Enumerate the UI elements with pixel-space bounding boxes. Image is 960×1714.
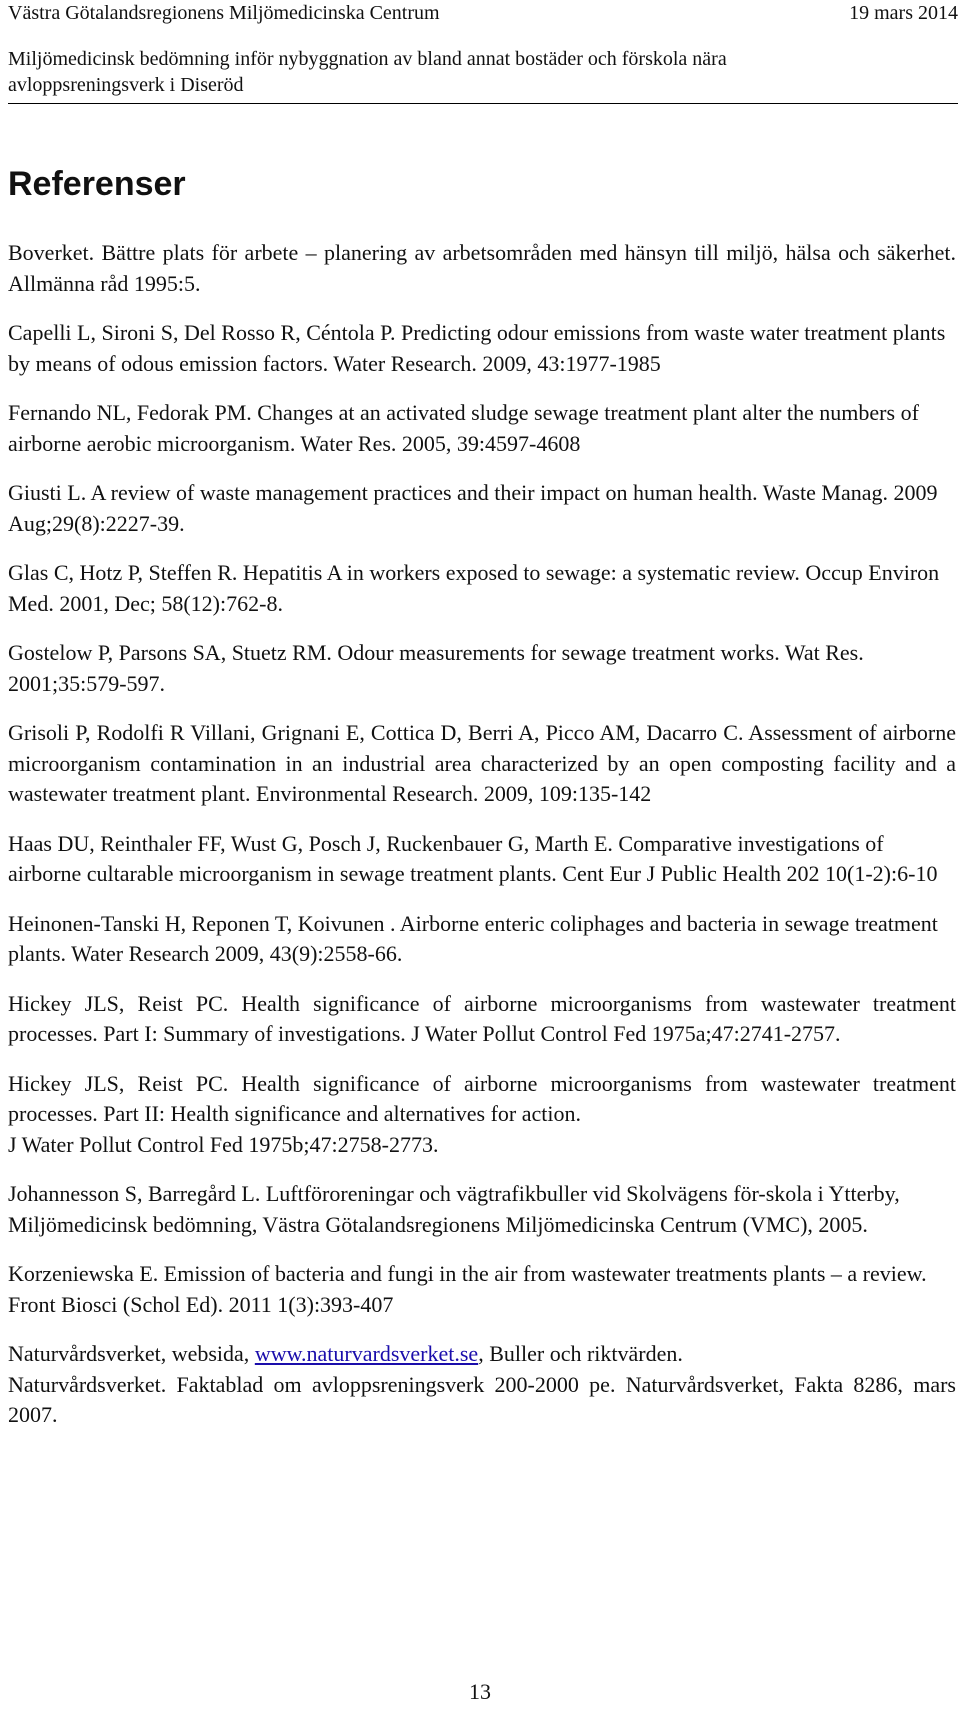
header-date: 19 mars 2014 [849, 2, 958, 24]
reference-item: Glas C, Hotz P, Steffen R. Hepatitis A in workers exposed to sewage: a systematic review. Occup Environ Med. 2001, Dec; 58(12):762-8. [8, 560, 940, 616]
reference-item: Fernando NL, Fedorak PM. Changes at an activated sludge sewage treatment plant alter the numbers of airborne aerobic microorganism. Water Res. 2005, 39:4597-4608 [8, 400, 919, 456]
reference-list [8, 238, 956, 1450]
reference-item-naturvardsverket [8, 1339, 956, 1370]
reference-item: Hickey JLS, Reist PC. Health significance of airborne microorganisms from wastewater treatment processes. Part II: Health significance and alternatives for action. [8, 1070, 956, 1126]
running-header [8, 0, 958, 26]
section-heading: Referenser [8, 165, 186, 203]
header-subtitle-line1: Miljömedicinsk bedömning inför nybyggnation av bland annat bostäder och förskola nära [8, 48, 727, 70]
reference-item: Hickey JLS, Reist PC. Health significance of airborne microorganisms from wastewater treatment processes. Part I: Summary of investigations. J Water Pollut Control Fed 1975a;47:2741-2757. [8, 990, 956, 1046]
header-organization: Västra Götalandsregionens Miljömedicinska Centrum [8, 2, 440, 24]
reference-text: Naturvårdsverket, websida, [8, 1341, 255, 1366]
header-subtitle [8, 46, 958, 98]
reference-text: , Buller och riktvärden. [478, 1341, 683, 1366]
reference-item: Boverket. Bättre plats för arbete – planering av arbetsområden med hänsyn till miljö, hälsa och säkerhet. Allmänna råd 1995:5. [8, 240, 956, 296]
reference-item: Naturvårdsverket. Faktablad om avloppsreningsverk 200-2000 pe. Naturvårdsverket, Fakta 8286, mars 2007. [8, 1371, 956, 1427]
reference-item: Grisoli P, Rodolfi R Villani, Grignani E, Cottica D, Berri A, Picco AM, Dacarro C. Assessment of airborne microorganism contamination in an industrial area characterized by an open composting facility and a wastewater treatment plant. Environmental Research. 2009, 109:135-142 [8, 720, 956, 806]
reference-item: Capelli L, Sironi S, Del Rosso R, Céntola P. Predicting odour emissions from waste water treatment plants by means of odous emission factors. Water Research. 2009, 43:1977-1985 [8, 320, 946, 376]
header-subtitle-line2: avloppsreningsverk i Diseröd [8, 74, 244, 96]
reference-item: Korzeniewska E. Emission of bacteria and fungi in the air from wastewater treatments plants – a review. Front Biosci (Schol Ed). 2011 1(3):393-407 [8, 1261, 927, 1317]
reference-item: J Water Pollut Control Fed 1975b;47:2758-2773. [8, 1131, 439, 1157]
page-number: 13 [469, 1679, 491, 1704]
reference-item: Johannesson S, Barregård L. Luftföroreningar och vägtrafikbuller vid Skolvägens för-skola i Ytterby, Miljömedicinsk bedömning, Västra Götalandsregionens Miljömedicinska Centrum (VMC), 2005. [8, 1181, 900, 1237]
reference-item: Haas DU, Reinthaler FF, Wust G, Posch J, Ruckenbauer G, Marth E. Comparative investigations of airborne cultarable microorganism in sewage treatment plants. Cent Eur J Public Health 202 10(1-2):6-10 [8, 830, 938, 886]
reference-item: Heinonen-Tanski H, Reponen T, Koivunen . Airborne enteric coliphages and bacteria in sewage treatment plants. Water Research 2009, 43(9):2558-66. [8, 910, 938, 966]
naturvardsverket-link[interactable]: www.naturvardsverket.se [254, 1341, 479, 1366]
reference-item: Giusti L. A review of waste management practices and their impact on human health. Waste Manag. 2009 Aug;29(8):2227-39. [8, 480, 938, 536]
header-divider [8, 103, 958, 104]
reference-item: Gostelow P, Parsons SA, Stuetz RM. Odour measurements for sewage treatment works. Wat Res. 2001;35:579-597. [8, 640, 864, 696]
